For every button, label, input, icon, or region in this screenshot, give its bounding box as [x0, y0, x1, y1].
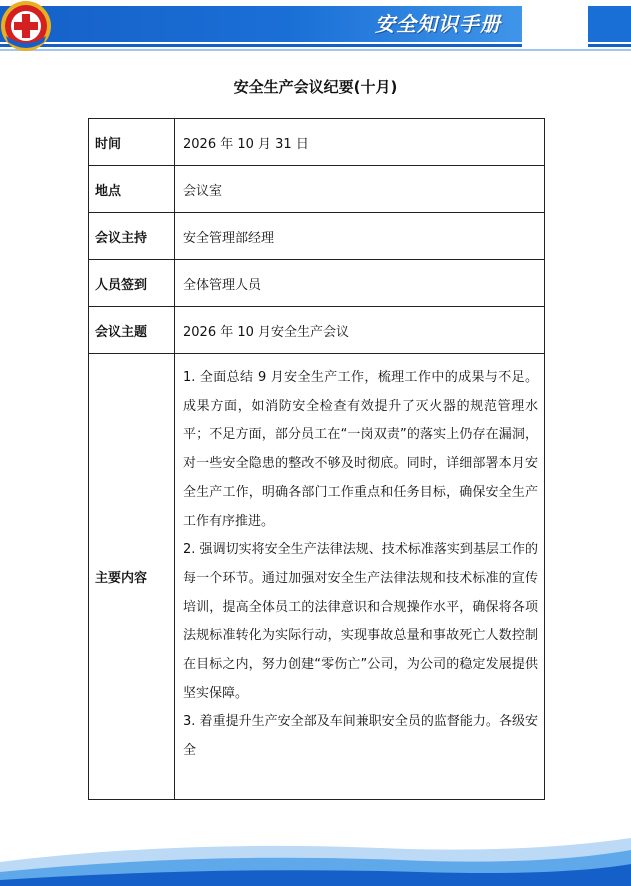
row-label-location: 地点 [89, 166, 175, 213]
table-row [89, 119, 545, 166]
table-row [89, 166, 545, 213]
row-label-attendance: 人员签到 [89, 260, 175, 307]
content-paragraph-3: 3. 着重提升生产安全部及车间兼职安全员的监督能力。各级安全 [183, 714, 538, 759]
row-value-topic: 2026 年 10 月安全生产会议 [175, 307, 545, 354]
row-value-time: 2026 年 10 月 31 日 [175, 119, 545, 166]
row-value-attendance: 全体管理人员 [175, 260, 545, 307]
main-content-text [183, 364, 538, 796]
document-title: 安全生产会议纪要(十月) [233, 78, 398, 96]
banner-title: 安全知识手册 [375, 12, 501, 36]
banner-stripes [0, 0, 631, 62]
table-row [89, 213, 545, 260]
row-label-topic: 会议主题 [89, 307, 175, 354]
content-paragraph-1: 1. 全面总结 9 月安全生产工作，梳理工作中的成果与不足。成果方面，如消防安全检查有效提升了灭火器的规范管理水平；不足方面，部分员工在“一岗双责”的落实上仍存在漏洞，对一些安全隐患的整改不够及时彻底。同时，详细部署本月安全生产工作，明确各部门工作重点和任务目标，确保安全生产工作有序推进。 [183, 370, 538, 529]
row-value-host: 安全管理部经理 [175, 213, 545, 260]
row-label-host: 会议主持 [89, 213, 175, 260]
row-label-time: 时间 [89, 119, 175, 166]
header-banner [0, 0, 631, 62]
minutes-table [88, 118, 545, 800]
row-value-location: 会议室 [175, 166, 545, 213]
footer-wave [0, 822, 631, 886]
table-row [89, 260, 545, 307]
table-row [89, 307, 545, 354]
safety-emblem-icon [0, 0, 52, 52]
table-row-main-content [89, 354, 545, 800]
content-paragraph-2: 2. 强调切实将安全生产法律法规、技术标准落实到基层工作的每一个环节。通过加强对安全生产法律法规和技术标准的宣传培训，提高全体员工的法律意识和合规操作水平，确保将各项法规标准转化为实际行动，实现事故总量和事故死亡人数控制在目标之内，努力创建“零伤亡”公司，为公司的稳定发展提供坚实保障。 [183, 542, 538, 701]
main-content-cell [175, 354, 545, 800]
row-label-main-content: 主要内容 [89, 354, 175, 800]
